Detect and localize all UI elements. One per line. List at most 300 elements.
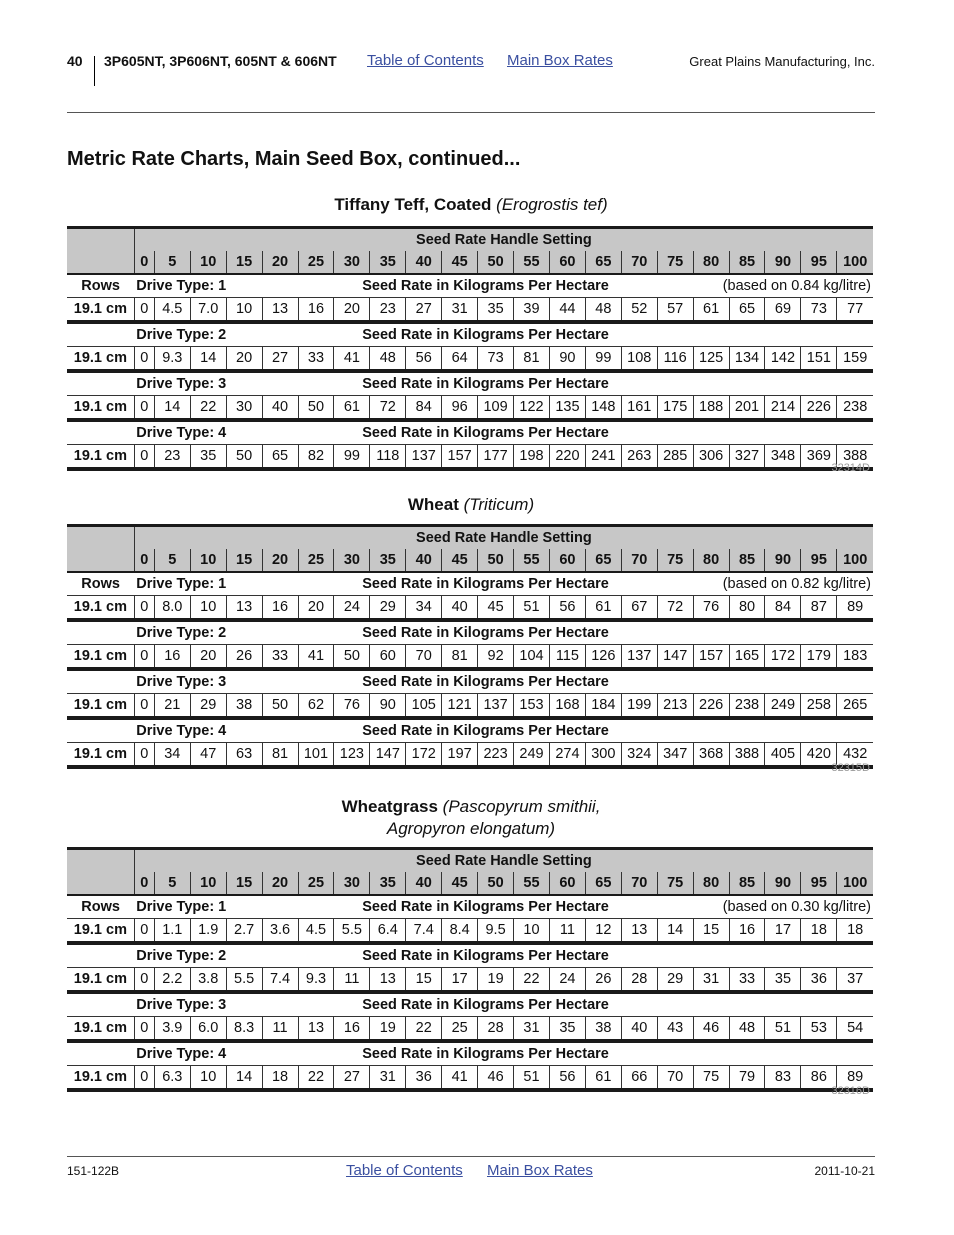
setting-header: 85 bbox=[729, 549, 765, 572]
rate-value: 34 bbox=[154, 743, 190, 768]
empty-label bbox=[67, 992, 134, 1017]
setting-header: 95 bbox=[801, 251, 837, 274]
rate-label: Seed Rate in Kilograms Per Hectare bbox=[362, 674, 609, 690]
rate-value: 35 bbox=[549, 1017, 585, 1042]
rate-label: Seed Rate in Kilograms Per Hectare bbox=[362, 376, 609, 392]
rate-value: 24 bbox=[549, 968, 585, 993]
rate-value: 241 bbox=[585, 445, 621, 470]
rate-value: 79 bbox=[729, 1066, 765, 1091]
drive-type-header bbox=[134, 572, 873, 596]
rate-value: 16 bbox=[154, 645, 190, 670]
row-spacing: 19.1 cm bbox=[67, 694, 134, 719]
drive-type-header bbox=[134, 274, 873, 298]
setting-header: 90 bbox=[765, 549, 801, 572]
page-number: 40 bbox=[67, 53, 83, 69]
setting-header: 30 bbox=[334, 872, 370, 895]
rate-value: 199 bbox=[621, 694, 657, 719]
rate-value: 11 bbox=[549, 919, 585, 944]
rate-value: 43 bbox=[657, 1017, 693, 1042]
drive-type-header bbox=[134, 895, 873, 919]
rate-value: 89 bbox=[837, 596, 873, 621]
rate-value: 12 bbox=[585, 919, 621, 944]
setting-header: 35 bbox=[370, 549, 406, 572]
setting-header: 100 bbox=[837, 251, 873, 274]
setting-header: 65 bbox=[585, 549, 621, 572]
rate-value: 327 bbox=[729, 445, 765, 470]
setting-header: 70 bbox=[621, 549, 657, 572]
rate-value: 265 bbox=[837, 694, 873, 719]
rate-value: 92 bbox=[478, 645, 514, 670]
setting-header: 10 bbox=[190, 251, 226, 274]
rate-value: 161 bbox=[621, 396, 657, 421]
rate-value: 46 bbox=[693, 1017, 729, 1042]
rate-value: 16 bbox=[298, 298, 334, 323]
rate-value: 65 bbox=[729, 298, 765, 323]
rate-value: 37 bbox=[837, 968, 873, 993]
drive-type-label: Drive Type: 3 bbox=[136, 674, 227, 690]
rate-value: 122 bbox=[514, 396, 550, 421]
rate-value: 151 bbox=[801, 347, 837, 372]
rate-value: 125 bbox=[693, 347, 729, 372]
rate-value: 347 bbox=[657, 743, 693, 768]
footer-toc-link[interactable]: Table of Contents bbox=[346, 1162, 463, 1179]
rate-value: 73 bbox=[801, 298, 837, 323]
rate-value: 96 bbox=[442, 396, 478, 421]
rate-value: 9.3 bbox=[298, 968, 334, 993]
rate-value: 51 bbox=[765, 1017, 801, 1042]
rate-value: 99 bbox=[585, 347, 621, 372]
setting-header: 15 bbox=[226, 872, 262, 895]
rate-value: 35 bbox=[190, 445, 226, 470]
rate-value: 9.3 bbox=[154, 347, 190, 372]
setting-header: 30 bbox=[334, 251, 370, 274]
rate-value: 6.4 bbox=[370, 919, 406, 944]
rate-value: 420 bbox=[801, 743, 837, 768]
rate-value: 31 bbox=[514, 1017, 550, 1042]
rate-value: 118 bbox=[370, 445, 406, 470]
rate-value: 35 bbox=[765, 968, 801, 993]
rate-value: 157 bbox=[693, 645, 729, 670]
rate-label: Seed Rate in Kilograms Per Hectare bbox=[362, 278, 609, 294]
rate-value: 142 bbox=[765, 347, 801, 372]
corner-cell bbox=[67, 850, 134, 895]
rate-value: 165 bbox=[729, 645, 765, 670]
setting-header: 5 bbox=[154, 872, 190, 895]
rate-value: 57 bbox=[657, 298, 693, 323]
rate-value: 175 bbox=[657, 396, 693, 421]
setting-header: 85 bbox=[729, 872, 765, 895]
rate-value: 86 bbox=[801, 1066, 837, 1091]
setting-header: 60 bbox=[549, 549, 585, 572]
rate-value: 29 bbox=[190, 694, 226, 719]
rate-value: 90 bbox=[549, 347, 585, 372]
handle-setting-label: Seed Rate Handle Setting bbox=[134, 527, 873, 549]
rate-value: 10 bbox=[226, 298, 262, 323]
rate-value: 137 bbox=[478, 694, 514, 719]
rate-value: 263 bbox=[621, 445, 657, 470]
rate-value: 72 bbox=[370, 396, 406, 421]
rate-value: 76 bbox=[693, 596, 729, 621]
rate-value: 15 bbox=[406, 968, 442, 993]
setting-header: 25 bbox=[298, 251, 334, 274]
rate-value: 11 bbox=[262, 1017, 298, 1042]
rate-value: 61 bbox=[585, 596, 621, 621]
footer-main-box-rates-link[interactable]: Main Box Rates bbox=[487, 1162, 593, 1179]
rate-value: 137 bbox=[621, 645, 657, 670]
crop-scientific-name: (Triticum) bbox=[463, 495, 535, 514]
drive-type-label: Drive Type: 2 bbox=[136, 948, 227, 964]
row-spacing: 19.1 cm bbox=[67, 1066, 134, 1091]
row-spacing: 19.1 cm bbox=[67, 1017, 134, 1042]
rate-value: 21 bbox=[154, 694, 190, 719]
doc-number: 151-122B bbox=[67, 1164, 120, 1178]
rate-value: 177 bbox=[478, 445, 514, 470]
rate-value: 56 bbox=[549, 1066, 585, 1091]
rate-value: 84 bbox=[406, 396, 442, 421]
rate-value: 27 bbox=[334, 1066, 370, 1091]
density-note: (based on 0.82 kg/litre) bbox=[722, 576, 871, 592]
setting-header: 75 bbox=[657, 549, 693, 572]
rate-value: 47 bbox=[190, 743, 226, 768]
rate-value: 64 bbox=[442, 347, 478, 372]
rate-value: 18 bbox=[801, 919, 837, 944]
rate-value: 35 bbox=[478, 298, 514, 323]
setting-header: 0 bbox=[134, 549, 154, 572]
rate-value: 80 bbox=[729, 596, 765, 621]
rate-value: 30 bbox=[226, 396, 262, 421]
rate-value: 99 bbox=[334, 445, 370, 470]
rate-value: 63 bbox=[226, 743, 262, 768]
drive-type-label: Drive Type: 2 bbox=[136, 327, 227, 343]
empty-label bbox=[67, 1041, 134, 1066]
row-spacing: 19.1 cm bbox=[67, 919, 134, 944]
setting-header: 45 bbox=[442, 872, 478, 895]
rate-value: 22 bbox=[190, 396, 226, 421]
setting-header: 95 bbox=[801, 549, 837, 572]
rate-value: 48 bbox=[370, 347, 406, 372]
rate-label: Seed Rate in Kilograms Per Hectare bbox=[362, 723, 609, 739]
rate-value: 81 bbox=[514, 347, 550, 372]
handle-setting-label: Seed Rate Handle Setting bbox=[134, 229, 873, 251]
rate-value: 20 bbox=[190, 645, 226, 670]
rate-value: 285 bbox=[657, 445, 693, 470]
rate-label: Seed Rate in Kilograms Per Hectare bbox=[362, 899, 609, 915]
setting-header: 5 bbox=[154, 251, 190, 274]
rate-value: 274 bbox=[549, 743, 585, 768]
main-box-rates-link[interactable]: Main Box Rates bbox=[507, 52, 613, 69]
setting-header: 65 bbox=[585, 251, 621, 274]
drive-type-label: Drive Type: 1 bbox=[136, 278, 227, 294]
rate-value: 249 bbox=[765, 694, 801, 719]
rate-value: 223 bbox=[478, 743, 514, 768]
rate-value: 36 bbox=[406, 1066, 442, 1091]
header-rule bbox=[67, 112, 875, 113]
rate-value: 9.5 bbox=[478, 919, 514, 944]
rate-value: 220 bbox=[549, 445, 585, 470]
rate-value: 13 bbox=[370, 968, 406, 993]
setting-header: 25 bbox=[298, 872, 334, 895]
row-spacing: 19.1 cm bbox=[67, 645, 134, 670]
rate-value: 13 bbox=[262, 298, 298, 323]
corner-cell bbox=[67, 527, 134, 572]
rate-label: Seed Rate in Kilograms Per Hectare bbox=[362, 948, 609, 964]
rate-value: 300 bbox=[585, 743, 621, 768]
rate-value: 134 bbox=[729, 347, 765, 372]
rate-value: 19 bbox=[478, 968, 514, 993]
rate-value: 369 bbox=[801, 445, 837, 470]
rate-value: 147 bbox=[657, 645, 693, 670]
row-spacing: 19.1 cm bbox=[67, 968, 134, 993]
setting-header: 0 bbox=[134, 872, 154, 895]
rate-value: 10 bbox=[190, 596, 226, 621]
rate-value: 33 bbox=[729, 968, 765, 993]
rate-value: 19 bbox=[370, 1017, 406, 1042]
empty-label bbox=[67, 322, 134, 347]
setting-header: 45 bbox=[442, 549, 478, 572]
rate-value: 238 bbox=[729, 694, 765, 719]
drive-type-label: Drive Type: 1 bbox=[136, 899, 227, 915]
rate-value: 10 bbox=[514, 919, 550, 944]
setting-header: 65 bbox=[585, 872, 621, 895]
drive-type-label: Drive Type: 4 bbox=[136, 425, 227, 441]
rate-value: 405 bbox=[765, 743, 801, 768]
rate-value: 28 bbox=[478, 1017, 514, 1042]
chart-title bbox=[67, 194, 875, 216]
rate-value: 23 bbox=[154, 445, 190, 470]
setting-header: 70 bbox=[621, 872, 657, 895]
rate-value: 28 bbox=[621, 968, 657, 993]
drive-type-header bbox=[134, 371, 873, 396]
rate-value: 53 bbox=[801, 1017, 837, 1042]
drive-type-label: Drive Type: 4 bbox=[136, 723, 227, 739]
rate-value: 126 bbox=[585, 645, 621, 670]
rows-label: Rows bbox=[67, 895, 134, 919]
drive-type-label: Drive Type: 2 bbox=[136, 625, 227, 641]
rate-value: 25 bbox=[442, 1017, 478, 1042]
setting-header: 10 bbox=[190, 872, 226, 895]
rate-value: 31 bbox=[370, 1066, 406, 1091]
rate-value: 168 bbox=[549, 694, 585, 719]
rate-value: 109 bbox=[478, 396, 514, 421]
rate-value: 26 bbox=[585, 968, 621, 993]
rate-value: 0 bbox=[134, 1017, 154, 1042]
rate-value: 7.4 bbox=[406, 919, 442, 944]
rate-value: 75 bbox=[693, 1066, 729, 1091]
doc-date: 2011-10-21 bbox=[814, 1164, 875, 1178]
setting-header: 85 bbox=[729, 251, 765, 274]
setting-header: 40 bbox=[406, 549, 442, 572]
rate-value: 50 bbox=[298, 396, 334, 421]
setting-header: 100 bbox=[837, 549, 873, 572]
drive-type-label: Drive Type: 4 bbox=[136, 1046, 227, 1062]
rate-value: 179 bbox=[801, 645, 837, 670]
empty-label bbox=[67, 620, 134, 645]
setting-header: 75 bbox=[657, 872, 693, 895]
rate-value: 388 bbox=[729, 743, 765, 768]
crop-name: Wheatgrass bbox=[341, 797, 438, 816]
rate-value: 238 bbox=[837, 396, 873, 421]
rate-table bbox=[67, 226, 873, 471]
rate-value: 84 bbox=[765, 596, 801, 621]
corner-cell bbox=[67, 229, 134, 274]
rate-value: 137 bbox=[406, 445, 442, 470]
crop-scientific-name: (Pascopyrum smithii, bbox=[442, 797, 601, 816]
rate-value: 66 bbox=[621, 1066, 657, 1091]
setting-header: 55 bbox=[514, 251, 550, 274]
row-spacing: 19.1 cm bbox=[67, 596, 134, 621]
empty-label bbox=[67, 371, 134, 396]
rate-value: 214 bbox=[765, 396, 801, 421]
chart-title bbox=[67, 796, 875, 840]
drive-type-header bbox=[134, 943, 873, 968]
rate-value: 157 bbox=[442, 445, 478, 470]
rate-value: 348 bbox=[765, 445, 801, 470]
rate-value: 0 bbox=[134, 694, 154, 719]
rate-value: 34 bbox=[406, 596, 442, 621]
row-spacing: 19.1 cm bbox=[67, 396, 134, 421]
drive-type-header bbox=[134, 669, 873, 694]
rate-value: 44 bbox=[549, 298, 585, 323]
row-spacing: 19.1 cm bbox=[67, 347, 134, 372]
empty-label bbox=[67, 420, 134, 445]
rate-value: 40 bbox=[442, 596, 478, 621]
rate-value: 306 bbox=[693, 445, 729, 470]
rate-value: 81 bbox=[442, 645, 478, 670]
rate-value: 0 bbox=[134, 396, 154, 421]
rate-value: 40 bbox=[621, 1017, 657, 1042]
rate-value: 324 bbox=[621, 743, 657, 768]
rate-value: 38 bbox=[226, 694, 262, 719]
rate-value: 13 bbox=[621, 919, 657, 944]
rate-value: 39 bbox=[514, 298, 550, 323]
setting-header: 100 bbox=[837, 872, 873, 895]
drive-type-label: Drive Type: 3 bbox=[136, 997, 227, 1013]
setting-header: 20 bbox=[262, 549, 298, 572]
setting-header: 75 bbox=[657, 251, 693, 274]
rate-value: 31 bbox=[693, 968, 729, 993]
crop-scientific-name: (Erogrostis tef) bbox=[496, 195, 608, 214]
rate-value: 67 bbox=[621, 596, 657, 621]
rate-value: 1.1 bbox=[154, 919, 190, 944]
rate-value: 38 bbox=[585, 1017, 621, 1042]
rate-value: 0 bbox=[134, 1066, 154, 1091]
setting-header: 30 bbox=[334, 549, 370, 572]
setting-header: 10 bbox=[190, 549, 226, 572]
rate-value: 51 bbox=[514, 596, 550, 621]
rate-value: 16 bbox=[729, 919, 765, 944]
empty-label bbox=[67, 669, 134, 694]
rate-value: 0 bbox=[134, 919, 154, 944]
rate-value: 61 bbox=[693, 298, 729, 323]
rate-value: 147 bbox=[370, 743, 406, 768]
rate-value: 23 bbox=[370, 298, 406, 323]
rate-value: 2.7 bbox=[226, 919, 262, 944]
rate-value: 51 bbox=[514, 1066, 550, 1091]
rate-value: 153 bbox=[514, 694, 550, 719]
rate-value: 11 bbox=[334, 968, 370, 993]
drive-type-header bbox=[134, 322, 873, 347]
rate-label: Seed Rate in Kilograms Per Hectare bbox=[362, 997, 609, 1013]
rate-value: 213 bbox=[657, 694, 693, 719]
rate-value: 432 bbox=[837, 743, 873, 768]
rate-value: 159 bbox=[837, 347, 873, 372]
toc-link[interactable]: Table of Contents bbox=[367, 52, 484, 69]
rate-value: 17 bbox=[442, 968, 478, 993]
rate-value: 1.9 bbox=[190, 919, 226, 944]
setting-header: 45 bbox=[442, 251, 478, 274]
rate-value: 108 bbox=[621, 347, 657, 372]
empty-label bbox=[67, 718, 134, 743]
setting-header: 5 bbox=[154, 549, 190, 572]
rate-table bbox=[67, 847, 873, 1092]
setting-header: 35 bbox=[370, 251, 406, 274]
setting-header: 80 bbox=[693, 549, 729, 572]
rate-value: 249 bbox=[514, 743, 550, 768]
header-divider bbox=[94, 56, 95, 86]
rate-value: 123 bbox=[334, 743, 370, 768]
rate-value: 36 bbox=[801, 968, 837, 993]
rate-value: 50 bbox=[262, 694, 298, 719]
rows-label: Rows bbox=[67, 274, 134, 298]
rate-value: 27 bbox=[262, 347, 298, 372]
rate-value: 76 bbox=[334, 694, 370, 719]
rate-value: 15 bbox=[693, 919, 729, 944]
rate-value: 116 bbox=[657, 347, 693, 372]
rate-value: 16 bbox=[334, 1017, 370, 1042]
rate-value: 40 bbox=[262, 396, 298, 421]
figure-id: 32314D bbox=[831, 462, 870, 474]
rate-value: 4.5 bbox=[298, 919, 334, 944]
setting-header: 80 bbox=[693, 251, 729, 274]
empty-label bbox=[67, 943, 134, 968]
rate-value: 188 bbox=[693, 396, 729, 421]
rate-value: 77 bbox=[837, 298, 873, 323]
rate-value: 104 bbox=[514, 645, 550, 670]
drive-type-header bbox=[134, 1041, 873, 1066]
rate-table bbox=[67, 524, 873, 769]
rate-value: 33 bbox=[298, 347, 334, 372]
setting-header: 90 bbox=[765, 251, 801, 274]
rate-value: 72 bbox=[657, 596, 693, 621]
rate-value: 45 bbox=[478, 596, 514, 621]
setting-header: 95 bbox=[801, 872, 837, 895]
rate-value: 121 bbox=[442, 694, 478, 719]
rate-value: 368 bbox=[693, 743, 729, 768]
rate-value: 48 bbox=[729, 1017, 765, 1042]
rate-value: 8.3 bbox=[226, 1017, 262, 1042]
rate-value: 70 bbox=[657, 1066, 693, 1091]
chart-title bbox=[67, 494, 875, 516]
rate-value: 50 bbox=[226, 445, 262, 470]
rate-value: 61 bbox=[585, 1066, 621, 1091]
figure-id: 32316D bbox=[831, 1085, 870, 1097]
setting-header: 80 bbox=[693, 872, 729, 895]
rate-value: 41 bbox=[442, 1066, 478, 1091]
rate-value: 7.0 bbox=[190, 298, 226, 323]
rate-value: 17 bbox=[765, 919, 801, 944]
rate-value: 8.0 bbox=[154, 596, 190, 621]
rate-label: Seed Rate in Kilograms Per Hectare bbox=[362, 1046, 609, 1062]
rate-value: 5.5 bbox=[334, 919, 370, 944]
rate-value: 26 bbox=[226, 645, 262, 670]
rate-label: Seed Rate in Kilograms Per Hectare bbox=[362, 425, 609, 441]
setting-header: 40 bbox=[406, 251, 442, 274]
rate-value: 48 bbox=[585, 298, 621, 323]
rate-value: 87 bbox=[801, 596, 837, 621]
crop-name: Tiffany Teff, Coated bbox=[334, 195, 492, 214]
rate-value: 172 bbox=[406, 743, 442, 768]
rate-value: 18 bbox=[837, 919, 873, 944]
